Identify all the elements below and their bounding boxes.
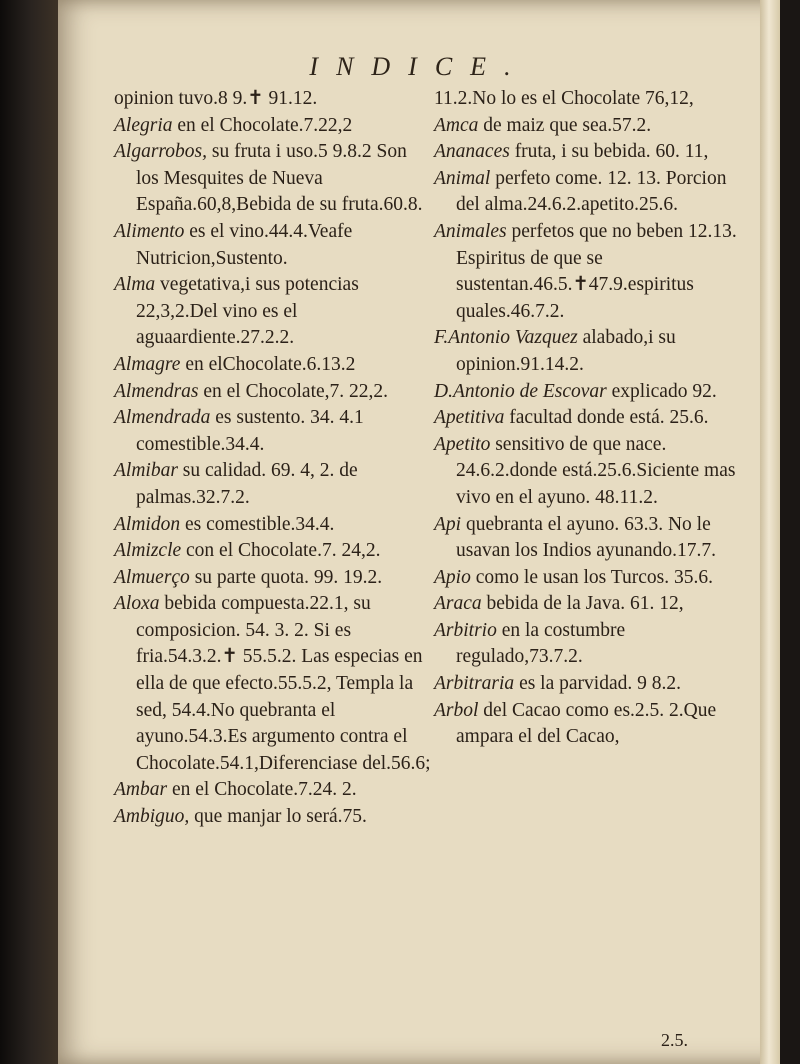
entry-text: vegetativa,i sus potencias 22,3,2.Del vino es el aguaardiente.27.2.2.: [136, 274, 359, 349]
entry-text: facultad donde está. 25.6.: [509, 407, 709, 429]
entry-headword: Arbitrio: [434, 619, 497, 641]
entry-headword: Apetito: [434, 433, 491, 455]
index-entry: [114, 512, 434, 539]
index-entry: [434, 219, 754, 325]
entry-text: opinion tuvo.8 9.✝ 91.12.: [114, 88, 318, 109]
entry-headword: Almidon: [114, 513, 181, 535]
entry-headword: F.Antonio Vazquez: [434, 327, 578, 349]
entry-headword: Almibar: [114, 460, 178, 482]
index-entry: [114, 538, 434, 565]
entry-text: como le usan los Turcos. 35.6.: [475, 566, 713, 588]
entry-headword: Aloxa: [114, 593, 160, 615]
entry-headword: Almuerço: [114, 566, 190, 588]
book-spine: [0, 0, 58, 1064]
book-page: [58, 0, 780, 1064]
index-entry: [114, 458, 434, 511]
entry-headword: Api: [434, 513, 462, 535]
page-edge: [760, 0, 780, 1064]
entry-text: en la costumbre regulado,73.7.2.: [456, 619, 626, 668]
index-entry: [434, 512, 754, 565]
entry-text: bebida compuesta.22.1, su composicion. 54. 3. 2. Si es fria.54.3.2.✝ 55.5.2. Las especias en ella de que efecto.55.5.2, Templa la sed, 54.4.No quebranta el ayuno.54.3.Es argumento contra el Chocolate.54.1,Diferenciase del.56.6;: [136, 593, 431, 774]
entry-text: en el Chocolate,7. 22,2.: [203, 380, 389, 402]
index-entry: [114, 405, 434, 458]
index-entry: [114, 139, 434, 219]
index-entry: [434, 565, 754, 592]
index-entry: [114, 777, 434, 804]
entry-headword: Alimento: [114, 220, 185, 242]
entry-headword: Ambiguo,: [114, 806, 190, 828]
entry-headword: D.Antonio de Escovar: [434, 380, 607, 402]
entry-text: que manjar lo será.75.: [194, 806, 367, 828]
entry-headword: Almizcle: [114, 540, 182, 562]
entry-text: es sustento. 34. 4.1 comestible.34.4.: [136, 407, 364, 455]
index-entry: [434, 405, 754, 432]
entry-headword: Algarrobos,: [114, 141, 207, 163]
left-column: [114, 86, 434, 831]
entry-text: del Cacao como es.2.5. 2.Que ampara el del Cacao,: [456, 699, 717, 748]
entry-text: su parte quota. 99. 19.2.: [194, 566, 383, 588]
index-entry: [434, 113, 754, 140]
index-entry: [114, 219, 434, 272]
entry-text: alabado,i su opinion.91.14.2.: [456, 327, 676, 375]
entry-headword: Ambar: [114, 779, 168, 801]
entry-text: de maiz que sea.57.2.: [483, 114, 652, 136]
index-entry: [434, 671, 754, 698]
index-entry: [434, 432, 754, 512]
entry-text: quebranta el ayuno. 63.3. No le usavan los Indios ayunando.17.7.: [456, 513, 716, 562]
index-entry: [434, 166, 754, 219]
entry-text: perfetos que no beben 12.13. Espiritus de que se sustentan.46.5.✝47.9.espiritus quales.46.7.2.: [456, 220, 737, 322]
entry-text: es el vino.44.4.Veafe Nutricion,Sustento.: [136, 220, 353, 269]
catchword: 2.5.: [661, 1030, 688, 1050]
right-column: [434, 86, 754, 751]
index-entry: [114, 272, 434, 352]
entry-text: fruta, i su bebida. 60. 11,: [514, 141, 709, 163]
index-entry: [434, 618, 754, 671]
index-entry: [434, 379, 754, 406]
entry-headword: Apio: [434, 566, 471, 588]
index-entry: [114, 86, 434, 113]
entry-text: en el Chocolate.7.24. 2.: [171, 779, 357, 801]
index-entry: [434, 591, 754, 618]
index-entry: [114, 565, 434, 592]
entry-headword: Almendras: [114, 380, 199, 402]
index-entry: [114, 113, 434, 140]
entry-headword: Almendrada: [114, 407, 211, 429]
entry-text: perfeto come. 12. 13. Porcion del alma.24.6.2.apetito.25.6.: [456, 167, 727, 216]
index-entry: [114, 591, 434, 777]
index-entry: [114, 804, 434, 831]
index-entry: [434, 698, 754, 751]
entry-headword: Arbitraria: [434, 673, 515, 695]
entry-text: sensitivo de que nace. 24.6.2.donde está.25.6.Siciente mas vivo en el ayuno. 48.11.2.: [456, 433, 736, 508]
index-entry: [114, 352, 434, 379]
index-entry: [114, 379, 434, 406]
index-entry: [434, 139, 754, 166]
entry-text: es comestible.34.4.: [184, 513, 335, 535]
entry-headword: Alegria: [114, 114, 173, 136]
entry-headword: Animales: [434, 220, 507, 242]
entry-text: en el Chocolate.7.22,2: [177, 114, 353, 136]
entry-text: con el Chocolate.7. 24,2.: [186, 540, 381, 562]
entry-headword: Animal: [434, 167, 491, 189]
entry-text: 11.2.No lo es el Chocolate 76,12,: [434, 88, 694, 109]
entry-text: es la parvidad. 9 8.2.: [519, 673, 681, 695]
index-entry: [434, 86, 754, 113]
entry-headword: Araca: [434, 593, 482, 615]
entry-text: su calidad. 69. 4, 2. de palmas.32.7.2.: [136, 460, 358, 508]
entry-headword: Alma: [114, 274, 156, 296]
entry-text: su fruta i uso.5 9.8.2 Son los Mesquites de Nueva España.60,8,Bebida de su fruta.60.8.: [136, 141, 423, 216]
entry-headword: Almagre: [114, 353, 181, 375]
entry-text: explicado 92.: [611, 380, 717, 402]
running-title: INDICE.: [309, 52, 529, 81]
entry-headword: Ananaces: [434, 141, 510, 163]
entry-text: en elChocolate.6.13.2: [185, 353, 356, 375]
entry-headword: Apetitiva: [434, 407, 505, 429]
entry-headword: Amca: [434, 114, 479, 136]
index-entry: [434, 325, 754, 378]
entry-headword: Arbol: [434, 699, 479, 721]
entry-text: bebida de la Java. 61. 12,: [486, 593, 684, 615]
